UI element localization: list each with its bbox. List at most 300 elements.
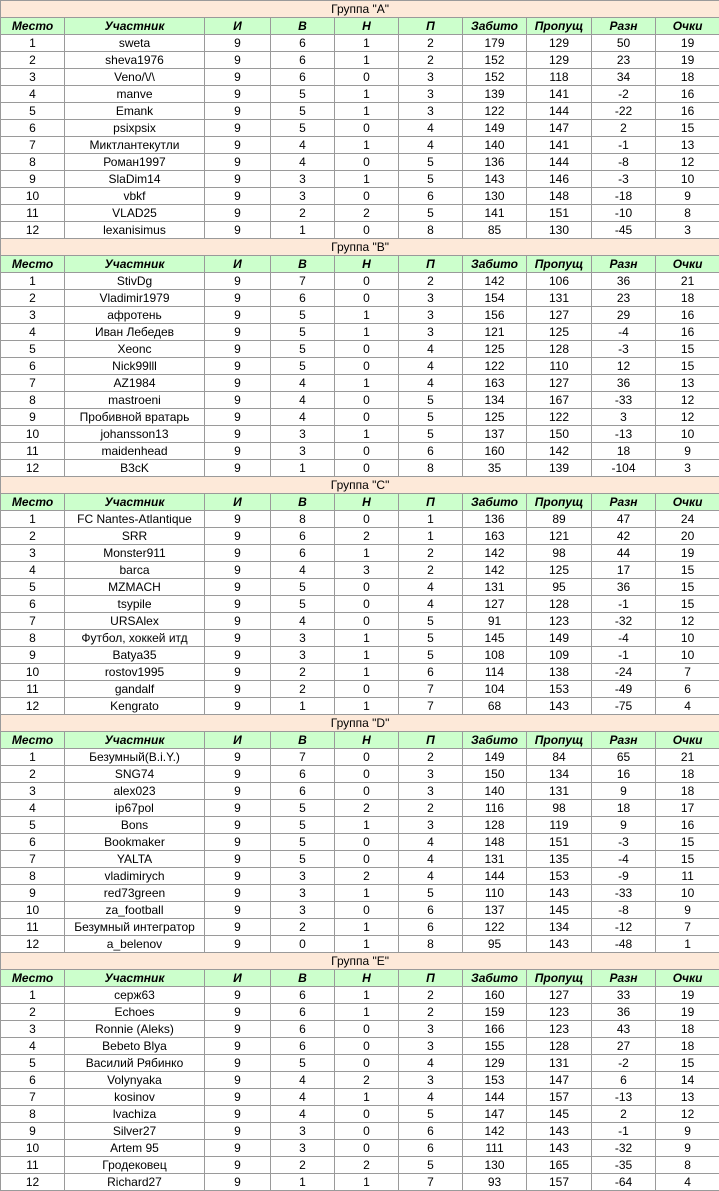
column-header-row	[1, 732, 719, 749]
table-cell: 9	[205, 936, 271, 953]
table-cell: 9	[205, 86, 271, 103]
table-row	[1, 171, 719, 188]
table-cell: 114	[463, 664, 527, 681]
table-cell: YALTA	[65, 851, 205, 868]
table-cell: 2	[399, 562, 463, 579]
table-cell: 9	[205, 1106, 271, 1123]
table-cell: 149	[463, 120, 527, 137]
table-row	[1, 851, 719, 868]
table-cell: MZMACH	[65, 579, 205, 596]
table-cell: 157	[527, 1174, 592, 1191]
table-row	[1, 528, 719, 545]
table-cell: lexanisimus	[65, 222, 205, 239]
table-cell: -104	[592, 460, 656, 477]
table-cell: 5	[399, 205, 463, 222]
table-cell: 6	[399, 919, 463, 936]
table-cell: 4	[399, 868, 463, 885]
table-cell: 9	[205, 664, 271, 681]
table-cell: 9	[205, 851, 271, 868]
column-header: Место	[1, 256, 65, 273]
table-cell: 150	[463, 766, 527, 783]
table-cell: 2	[271, 205, 335, 222]
table-cell: 5	[1, 817, 65, 834]
table-cell: 11	[1, 681, 65, 698]
column-header-row	[1, 18, 719, 35]
table-cell: Ronnie (Aleks)	[65, 1021, 205, 1038]
table-cell: 8	[271, 511, 335, 528]
table-cell: 2	[1, 528, 65, 545]
table-cell: 4	[399, 851, 463, 868]
table-cell: 18	[592, 800, 656, 817]
table-cell: 2	[271, 664, 335, 681]
table-cell: psixpsix	[65, 120, 205, 137]
table-row	[1, 698, 719, 715]
column-header: Разн	[592, 256, 656, 273]
table-cell: 9	[205, 137, 271, 154]
table-cell: 8	[399, 222, 463, 239]
table-row	[1, 919, 719, 936]
table-cell: -49	[592, 681, 656, 698]
column-header-row	[1, 494, 719, 511]
table-cell: 1	[335, 698, 399, 715]
table-cell: 5	[399, 154, 463, 171]
table-row	[1, 511, 719, 528]
table-cell: 130	[463, 1157, 527, 1174]
table-cell: 125	[463, 341, 527, 358]
table-cell: 3	[399, 324, 463, 341]
table-cell: 2	[399, 273, 463, 290]
table-cell: 2	[399, 545, 463, 562]
column-header: Н	[335, 970, 399, 987]
table-cell: 145	[527, 1106, 592, 1123]
table-cell: 5	[271, 834, 335, 851]
table-cell: 18	[656, 766, 719, 783]
table-cell: 1	[335, 171, 399, 188]
table-row	[1, 579, 719, 596]
table-cell: 4	[399, 596, 463, 613]
table-cell: 139	[527, 460, 592, 477]
table-cell: 68	[463, 698, 527, 715]
table-cell: 4	[271, 392, 335, 409]
table-cell: 7	[656, 919, 719, 936]
table-cell: 21	[656, 273, 719, 290]
table-cell: 3	[1, 307, 65, 324]
table-cell: 131	[463, 579, 527, 596]
table-cell: 19	[656, 35, 719, 52]
group-title-row	[1, 715, 719, 732]
table-cell: 13	[656, 1089, 719, 1106]
group-title-row	[1, 1, 719, 18]
column-header: Н	[335, 256, 399, 273]
table-cell: 166	[463, 1021, 527, 1038]
table-cell: 122	[463, 919, 527, 936]
table-cell: 9	[205, 1123, 271, 1140]
table-row	[1, 1055, 719, 1072]
table-cell: 163	[463, 375, 527, 392]
column-header: Забито	[463, 256, 527, 273]
table-cell: 1	[335, 35, 399, 52]
table-cell: -45	[592, 222, 656, 239]
table-cell: 2	[399, 749, 463, 766]
table-cell: 3	[656, 222, 719, 239]
table-cell: 153	[527, 868, 592, 885]
table-cell: 131	[527, 1055, 592, 1072]
table-cell: 23	[592, 52, 656, 69]
table-row	[1, 426, 719, 443]
table-cell: -1	[592, 1123, 656, 1140]
table-cell: -3	[592, 341, 656, 358]
table-cell: 10	[1, 902, 65, 919]
table-cell: 85	[463, 222, 527, 239]
table-cell: -75	[592, 698, 656, 715]
table-cell: 106	[527, 273, 592, 290]
table-cell: 9	[205, 1021, 271, 1038]
table-row	[1, 1106, 719, 1123]
table-row	[1, 987, 719, 1004]
table-cell: Vladimir1979	[65, 290, 205, 307]
table-cell: 147	[527, 1072, 592, 1089]
table-cell: SNG74	[65, 766, 205, 783]
table-cell: 9	[205, 171, 271, 188]
table-cell: 148	[463, 834, 527, 851]
table-cell: 0	[335, 1140, 399, 1157]
table-cell: 146	[527, 171, 592, 188]
column-header: Н	[335, 732, 399, 749]
table-cell: 95	[527, 579, 592, 596]
table-cell: AZ1984	[65, 375, 205, 392]
table-cell: 10	[1, 426, 65, 443]
table-cell: 1	[1, 35, 65, 52]
table-cell: 129	[463, 1055, 527, 1072]
table-cell: 5	[399, 647, 463, 664]
table-cell: 2	[271, 1157, 335, 1174]
table-cell: 20	[656, 528, 719, 545]
table-cell: 3	[399, 766, 463, 783]
table-cell: 0	[335, 460, 399, 477]
table-cell: 6	[271, 52, 335, 69]
table-cell: 1	[335, 426, 399, 443]
table-cell: 1	[399, 528, 463, 545]
table-cell: 144	[527, 154, 592, 171]
table-cell: 141	[527, 137, 592, 154]
table-cell: 8	[399, 936, 463, 953]
table-cell: 0	[335, 902, 399, 919]
table-cell: 153	[463, 1072, 527, 1089]
group-title-row	[1, 477, 719, 494]
table-cell: Xeonc	[65, 341, 205, 358]
table-cell: 3	[271, 443, 335, 460]
group-title: Группа "E"	[1, 953, 719, 970]
group-title-row	[1, 239, 719, 256]
table-row	[1, 596, 719, 613]
table-cell: 3	[271, 188, 335, 205]
table-cell: 36	[592, 375, 656, 392]
table-cell: 8	[1, 630, 65, 647]
table-cell: 5	[1, 579, 65, 596]
table-cell: 179	[463, 35, 527, 52]
table-cell: 9	[205, 358, 271, 375]
column-header: Забито	[463, 494, 527, 511]
table-cell: 1	[335, 987, 399, 1004]
table-cell: 2	[399, 35, 463, 52]
column-header: Пропущ	[527, 970, 592, 987]
table-cell: -2	[592, 86, 656, 103]
table-cell: 143	[527, 936, 592, 953]
table-cell: 122	[463, 358, 527, 375]
table-cell: 119	[527, 817, 592, 834]
table-cell: 3	[399, 1038, 463, 1055]
table-cell: 1	[335, 817, 399, 834]
table-cell: 0	[335, 154, 399, 171]
table-cell: 89	[527, 511, 592, 528]
table-cell: 151	[527, 834, 592, 851]
table-cell: 128	[527, 596, 592, 613]
table-cell: 144	[527, 103, 592, 120]
table-cell: 50	[592, 35, 656, 52]
table-cell: 0	[335, 1106, 399, 1123]
table-cell: URSAlex	[65, 613, 205, 630]
table-cell: 3	[271, 902, 335, 919]
table-cell: 152	[463, 69, 527, 86]
table-cell: 3	[1, 69, 65, 86]
table-cell: 1	[1, 749, 65, 766]
table-cell: 121	[527, 528, 592, 545]
table-row	[1, 222, 719, 239]
table-cell: Artem 95	[65, 1140, 205, 1157]
table-cell: 131	[527, 290, 592, 307]
table-cell: 7	[1, 137, 65, 154]
table-cell: 9	[205, 817, 271, 834]
table-cell: -8	[592, 902, 656, 919]
table-cell: 11	[1, 1157, 65, 1174]
table-cell: 1	[1, 273, 65, 290]
table-cell: 98	[527, 545, 592, 562]
table-cell: -4	[592, 851, 656, 868]
table-cell: 5	[271, 596, 335, 613]
table-cell: tsypile	[65, 596, 205, 613]
table-cell: Batya35	[65, 647, 205, 664]
table-cell: 144	[463, 1089, 527, 1106]
table-cell: 5	[399, 1157, 463, 1174]
column-header: В	[271, 732, 335, 749]
table-cell: 9	[205, 69, 271, 86]
table-cell: 1	[399, 511, 463, 528]
group-title: Группа "B"	[1, 239, 719, 256]
table-cell: 21	[656, 749, 719, 766]
table-cell: 122	[463, 103, 527, 120]
column-header: Участник	[65, 970, 205, 987]
table-cell: 140	[463, 783, 527, 800]
table-cell: 9	[205, 273, 271, 290]
table-row	[1, 1021, 719, 1038]
table-cell: 7	[399, 698, 463, 715]
table-cell: 4	[399, 579, 463, 596]
table-cell: -1	[592, 596, 656, 613]
table-cell: 143	[463, 171, 527, 188]
table-cell: 16	[656, 817, 719, 834]
table-cell: 9	[1, 1123, 65, 1140]
table-cell: 9	[656, 443, 719, 460]
table-cell: 9	[656, 1140, 719, 1157]
table-cell: 4	[271, 613, 335, 630]
table-row	[1, 290, 719, 307]
table-cell: 0	[335, 69, 399, 86]
table-cell: 127	[463, 596, 527, 613]
table-row	[1, 205, 719, 222]
table-cell: 128	[463, 817, 527, 834]
table-cell: 104	[463, 681, 527, 698]
table-cell: 18	[656, 69, 719, 86]
table-cell: 18	[656, 1021, 719, 1038]
table-cell: 0	[335, 1055, 399, 1072]
column-header: Пропущ	[527, 256, 592, 273]
table-cell: 36	[592, 273, 656, 290]
table-cell: StivDg	[65, 273, 205, 290]
table-cell: 5	[271, 307, 335, 324]
table-cell: 156	[463, 307, 527, 324]
table-cell: 5	[271, 1055, 335, 1072]
table-cell: 10	[656, 630, 719, 647]
column-header: Пропущ	[527, 732, 592, 749]
table-cell: 147	[527, 120, 592, 137]
table-cell: 6	[656, 681, 719, 698]
table-cell: 9	[592, 817, 656, 834]
table-cell: -1	[592, 137, 656, 154]
table-cell: 2	[271, 919, 335, 936]
table-cell: 110	[527, 358, 592, 375]
table-cell: 9	[205, 545, 271, 562]
table-cell: 3	[335, 562, 399, 579]
table-cell: 9	[205, 1157, 271, 1174]
table-row	[1, 1004, 719, 1021]
table-cell: 11	[1, 919, 65, 936]
table-cell: 6	[271, 1038, 335, 1055]
table-cell: 142	[463, 273, 527, 290]
table-cell: 4	[271, 1089, 335, 1106]
table-cell: 3	[399, 817, 463, 834]
table-cell: 5	[399, 426, 463, 443]
table-cell: 16	[656, 103, 719, 120]
table-cell: 19	[656, 52, 719, 69]
table-row	[1, 69, 719, 86]
table-cell: 9	[592, 783, 656, 800]
table-cell: 4	[399, 120, 463, 137]
table-cell: 9	[205, 205, 271, 222]
table-cell: 9	[205, 341, 271, 358]
column-header-row	[1, 256, 719, 273]
table-row	[1, 885, 719, 902]
table-cell: 5	[271, 358, 335, 375]
table-cell: 12	[656, 1106, 719, 1123]
table-cell: 9	[205, 1089, 271, 1106]
column-header: Очки	[656, 494, 719, 511]
table-cell: афротень	[65, 307, 205, 324]
table-cell: 9	[205, 35, 271, 52]
table-cell: 1	[271, 460, 335, 477]
table-cell: 7	[271, 749, 335, 766]
table-row	[1, 443, 719, 460]
table-cell: 15	[656, 579, 719, 596]
table-cell: 7	[1, 613, 65, 630]
column-header: Очки	[656, 18, 719, 35]
table-cell: 127	[527, 307, 592, 324]
table-row	[1, 902, 719, 919]
table-cell: 154	[463, 290, 527, 307]
table-cell: 1	[656, 936, 719, 953]
table-cell: 2	[1, 1004, 65, 1021]
table-cell: Nick99lll	[65, 358, 205, 375]
column-header: И	[205, 494, 271, 511]
table-cell: ip67pol	[65, 800, 205, 817]
table-cell: mastroeni	[65, 392, 205, 409]
table-cell: 5	[1, 1055, 65, 1072]
table-cell: 5	[271, 800, 335, 817]
table-cell: 1	[335, 1089, 399, 1106]
table-cell: 12	[1, 698, 65, 715]
table-cell: 16	[592, 766, 656, 783]
table-cell: 9	[205, 392, 271, 409]
column-header: П	[399, 732, 463, 749]
table-cell: 9	[1, 647, 65, 664]
table-row	[1, 545, 719, 562]
table-cell: -18	[592, 188, 656, 205]
column-header: П	[399, 256, 463, 273]
table-cell: 0	[335, 358, 399, 375]
table-cell: 4	[1, 562, 65, 579]
table-cell: -8	[592, 154, 656, 171]
table-cell: 145	[463, 630, 527, 647]
table-cell: 6	[271, 1021, 335, 1038]
column-header: Н	[335, 18, 399, 35]
table-cell: 9	[205, 1140, 271, 1157]
table-cell: 9	[205, 902, 271, 919]
table-cell: 9	[205, 783, 271, 800]
table-cell: 3	[656, 460, 719, 477]
table-cell: Роман1997	[65, 154, 205, 171]
table-row	[1, 188, 719, 205]
table-cell: 139	[463, 86, 527, 103]
table-cell: SlaDim14	[65, 171, 205, 188]
table-cell: 4	[656, 1174, 719, 1191]
column-header: Н	[335, 494, 399, 511]
table-cell: 15	[656, 596, 719, 613]
table-cell: gandalf	[65, 681, 205, 698]
table-cell: 0	[335, 766, 399, 783]
table-cell: 108	[463, 647, 527, 664]
table-row	[1, 375, 719, 392]
table-cell: 0	[335, 749, 399, 766]
table-cell: 18	[656, 783, 719, 800]
table-cell: 84	[527, 749, 592, 766]
table-cell: -24	[592, 664, 656, 681]
table-cell: 0	[335, 188, 399, 205]
table-row	[1, 120, 719, 137]
table-cell: sweta	[65, 35, 205, 52]
table-cell: 9	[205, 375, 271, 392]
table-row	[1, 800, 719, 817]
table-cell: 0	[335, 579, 399, 596]
table-cell: 17	[656, 800, 719, 817]
column-header: П	[399, 494, 463, 511]
column-header: Очки	[656, 970, 719, 987]
table-cell: 19	[656, 987, 719, 1004]
table-cell: 149	[463, 749, 527, 766]
table-cell: Василий Рябинко	[65, 1055, 205, 1072]
table-row	[1, 1140, 719, 1157]
table-cell: -1	[592, 647, 656, 664]
table-cell: 7	[1, 1089, 65, 1106]
table-cell: 4	[399, 137, 463, 154]
